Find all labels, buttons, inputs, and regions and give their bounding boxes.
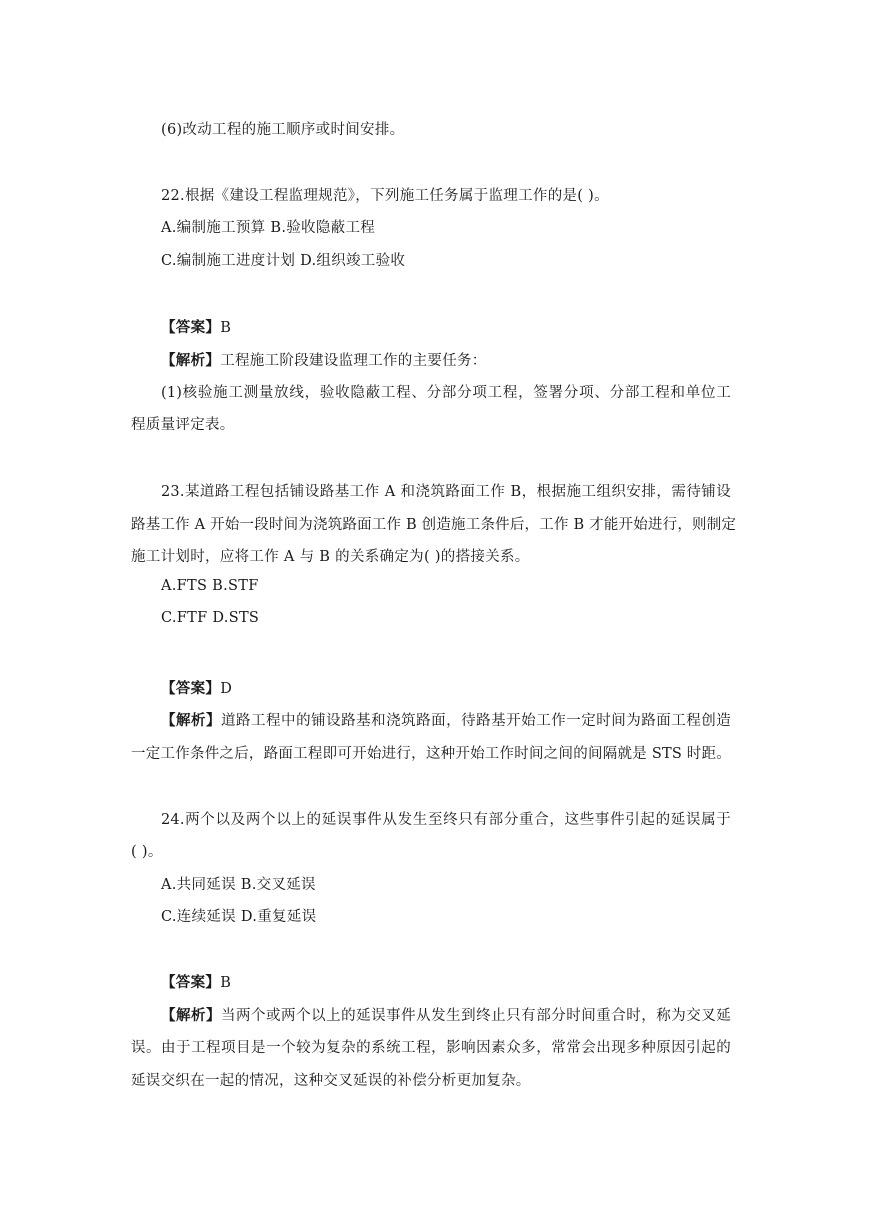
- analysis-tag: 【解析】: [161, 352, 221, 369]
- q24-options-cd: C.连续延误 D.重复延误: [161, 909, 317, 925]
- q24-stem-line1: 24.两个以及两个以上的延误事件从发生至终只有部分重合，这些事件引起的延误属于: [161, 812, 731, 828]
- q22-stem: 22.根据《建设工程监理规范》，下列施工任务属于监理工作的是( )。: [161, 188, 609, 204]
- q23-analysis: [161, 709, 731, 730]
- answer-value: B: [220, 320, 232, 336]
- answer-tag: 【答案】: [161, 319, 221, 336]
- q24-answer: [161, 971, 231, 992]
- analysis-tag: 【解析】: [161, 712, 222, 729]
- q23-options-cd: C.FTF D.STS: [161, 610, 260, 626]
- q24-analysis: [161, 1004, 731, 1025]
- q23-answer: [161, 677, 232, 698]
- q23-options-ab: A.FTS B.STF: [161, 578, 259, 594]
- q22-analysis-line3: 程质量评定表。: [131, 417, 235, 433]
- analysis-text: 道路工程中的铺设路基和浇筑路面，待路基开始工作一定时间为路面工程创造: [221, 713, 731, 729]
- q24-analysis-line2: 误。由于工程项目是一个较为复杂的系统工程，影响因素众多，常常会出现多种原因引起的: [131, 1040, 731, 1056]
- q24-analysis-line3: 延误交织在一起的情况，这种交叉延误的补偿分析更加复杂。: [131, 1073, 531, 1089]
- answer-value: D: [220, 681, 233, 697]
- q22-answer: [161, 316, 231, 337]
- intro-line: (6)改动工程的施工顺序或时间安排。: [161, 122, 405, 138]
- q22-analysis: [161, 349, 487, 370]
- analysis-text: 工程施工阶段建设监理工作的主要任务：: [220, 353, 487, 369]
- q23-stem-line1: 23.某道路工程包括铺设路基工作 A 和浇筑路面工作 B，根据施工组织安排，需待铺设: [161, 484, 731, 500]
- answer-value: B: [220, 975, 232, 991]
- analysis-tag: 【解析】: [161, 1007, 222, 1024]
- q22-options-cd: C.编制施工进度计划 D.组织竣工验收: [161, 253, 406, 269]
- answer-tag: 【答案】: [161, 974, 221, 991]
- q23-stem-line3: 施工计划时，应将工作 A 与 B 的关系确定为( )的搭接关系。: [131, 549, 530, 565]
- analysis-text: 当两个或两个以上的延误事件从发生到终止只有部分时间重合时，称为交叉延: [221, 1008, 731, 1024]
- q24-stem-line2: ( )。: [131, 844, 163, 860]
- answer-tag: 【答案】: [161, 680, 221, 697]
- q22-analysis-line2: (1)核验施工测量放线，验收隐蔽工程、分部分项工程，签署分项、分部工程和单位工: [161, 385, 731, 401]
- q23-stem-line2: 路基工作 A 开始一段时间为浇筑路面工作 B 创造施工条件后，工作 B 才能开始进行，则制定: [131, 517, 737, 533]
- q24-options-ab: A.共同延误 B.交叉延误: [161, 877, 316, 893]
- q23-analysis-line2: 一定工作条件之后，路面工程即可开始进行，这种开始工作时间之间的间隔就是 STS 时距。: [131, 746, 731, 762]
- q22-options-ab: A.编制施工预算 B.验收隐蔽工程: [161, 220, 376, 236]
